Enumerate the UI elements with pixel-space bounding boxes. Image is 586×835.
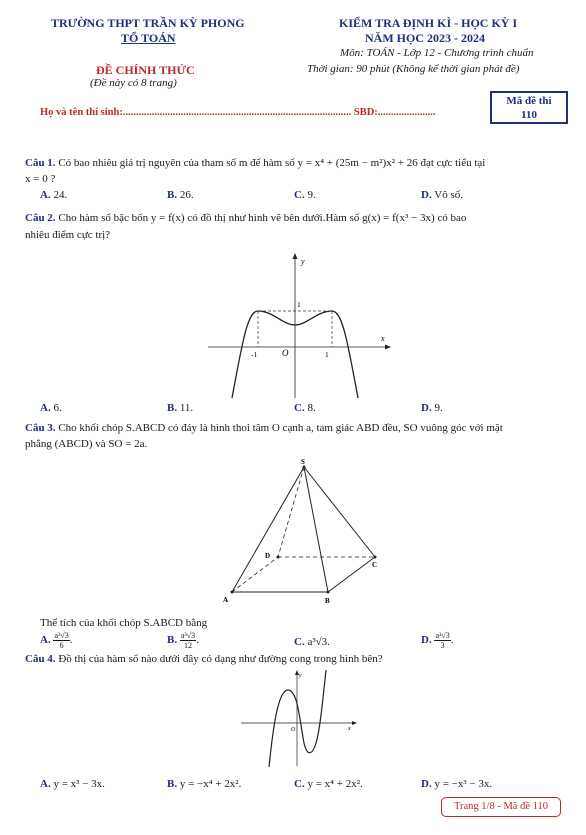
cubic-curve bbox=[269, 670, 326, 767]
page-number-box: Trang 1/8 - Mã đề 110 bbox=[441, 797, 561, 817]
question-1-text: Có bao nhiêu giá trị nguyên của tham số m để hàm số y = x⁴ + (25m − m²)x² + 26 đạt cực tiểu tại bbox=[58, 157, 486, 169]
edge-SD bbox=[278, 467, 304, 557]
question-2-line2: nhiêu điểm cực trị? bbox=[25, 229, 111, 241]
q4-option-a: A. y = x³ − 3x. bbox=[40, 778, 105, 790]
graph2-origin: O bbox=[291, 727, 296, 733]
student-info-line: Họ và tên thí sinh:....................................................................................... SBD:...................... bbox=[40, 107, 436, 118]
q3-option-a: A. $\frac{\text{a³√3}}{6}$ . bbox=[40, 631, 73, 650]
school-year: NĂM HỌC 2023 - 2024 bbox=[365, 31, 485, 45]
quartic-graph bbox=[205, 250, 395, 400]
q2-option-a: A. 6. bbox=[40, 402, 62, 414]
subject-line: Môn: TOÁN - Lớp 12 - Chương trình chuẩn bbox=[340, 47, 534, 59]
q4-option-c: C. y = x⁴ + 2x². bbox=[294, 778, 363, 790]
y-axis-arrow bbox=[293, 253, 298, 259]
q1-option-a: A. 24. bbox=[40, 189, 68, 201]
question-3-line2: phẳng (ABCD) và SO = 2a. bbox=[25, 438, 148, 450]
question-2-text: Cho hàm số bậc bốn y = f(x) có đồ thị như hình vẽ bên dưới.Hàm số g(x) = f(x³ − 3x) có bao bbox=[58, 212, 467, 224]
label-S: S bbox=[301, 458, 305, 466]
question-1-line2: x = 0 ? bbox=[25, 173, 56, 185]
q1-option-c: C. 9. bbox=[294, 189, 316, 201]
cubic-graph bbox=[238, 668, 358, 768]
q1-option-b: B. 26. bbox=[167, 189, 194, 201]
q3-option-c: C. a³√3. bbox=[294, 636, 330, 648]
exam-code-value: 110 bbox=[521, 109, 537, 121]
exam-code-box bbox=[490, 91, 568, 124]
x-axis-arrow bbox=[385, 345, 391, 350]
label-C: C bbox=[372, 561, 378, 569]
edge-BC bbox=[328, 557, 378, 592]
question-1-label: Câu 1. bbox=[25, 157, 56, 169]
question-3-label: Câu 3. bbox=[25, 422, 56, 434]
q2-option-c: C. 8. bbox=[294, 402, 316, 414]
graph1-origin: O bbox=[282, 348, 289, 358]
q2-option-d: D. 9. bbox=[421, 402, 443, 414]
question-4-text: Đồ thị của hàm số nào dưới đây có dạng như đường cong trong hình bên? bbox=[58, 653, 383, 665]
edge-SC bbox=[304, 467, 375, 557]
question-2-label: Câu 2. bbox=[25, 212, 56, 224]
graph1-tick-y1: 1 bbox=[297, 300, 301, 309]
q4-option-d: D. y = −x³ − 3x. bbox=[421, 778, 493, 790]
edge-AD bbox=[232, 557, 278, 592]
exam-title: KIỂM TRA ĐỊNH KÌ - HỌC KỲ I bbox=[339, 16, 518, 30]
graph2-x-label: x bbox=[348, 726, 351, 732]
official-label: ĐỀ CHÍNH THỨC bbox=[96, 63, 195, 77]
question-1-line1 bbox=[25, 157, 485, 169]
graph1-y-label: y bbox=[301, 257, 305, 266]
q3-option-d: D. $\frac{\text{a³√3}}{3}$ . bbox=[421, 631, 454, 650]
graph1-x-label: x bbox=[381, 334, 385, 343]
graph1-tick-pos1: 1 bbox=[325, 350, 329, 359]
graph1-tick-neg1: -1 bbox=[251, 350, 258, 359]
question-3-prompt: Thể tích của khối chóp S.ABCD bằng bbox=[40, 617, 208, 629]
pages-note: (Đề này có 8 trang) bbox=[90, 77, 177, 89]
q1-option-d: D. Vô số. bbox=[421, 189, 463, 201]
q2-option-b: B. 11. bbox=[167, 402, 194, 414]
school-name: TRƯỜNG THPT TRẦN KỲ PHONG bbox=[51, 16, 245, 30]
time-line: Thời gian: 90 phút (Không kể thời gian phát đề) bbox=[307, 63, 520, 75]
department-name: TỔ TOÁN bbox=[121, 31, 176, 45]
label-B: B bbox=[325, 597, 330, 605]
question-4-label: Câu 4. bbox=[25, 653, 56, 665]
q4-option-b: B. y = −x⁴ + 2x². bbox=[167, 778, 242, 790]
label-A: A bbox=[223, 596, 229, 604]
question-4-line1 bbox=[25, 653, 383, 665]
graph2-y-label: y bbox=[299, 673, 302, 679]
question-3-line1 bbox=[25, 422, 503, 434]
question-2-line1 bbox=[25, 212, 466, 224]
question-3-text: Cho khối chóp S.ABCD có đáy là hình thoi tâm O cạnh a, tam giác ABD đều, SO vuông góc với mặt bbox=[58, 422, 503, 434]
q3-option-b: B. $\frac{\text{a³√3}}{12}$ . bbox=[167, 631, 199, 650]
edge-SA bbox=[232, 467, 304, 592]
pyramid-figure bbox=[215, 455, 390, 610]
exam-code-label: Mã đề thi bbox=[506, 95, 552, 107]
edge-SB bbox=[304, 467, 328, 592]
label-D: D bbox=[265, 552, 271, 560]
